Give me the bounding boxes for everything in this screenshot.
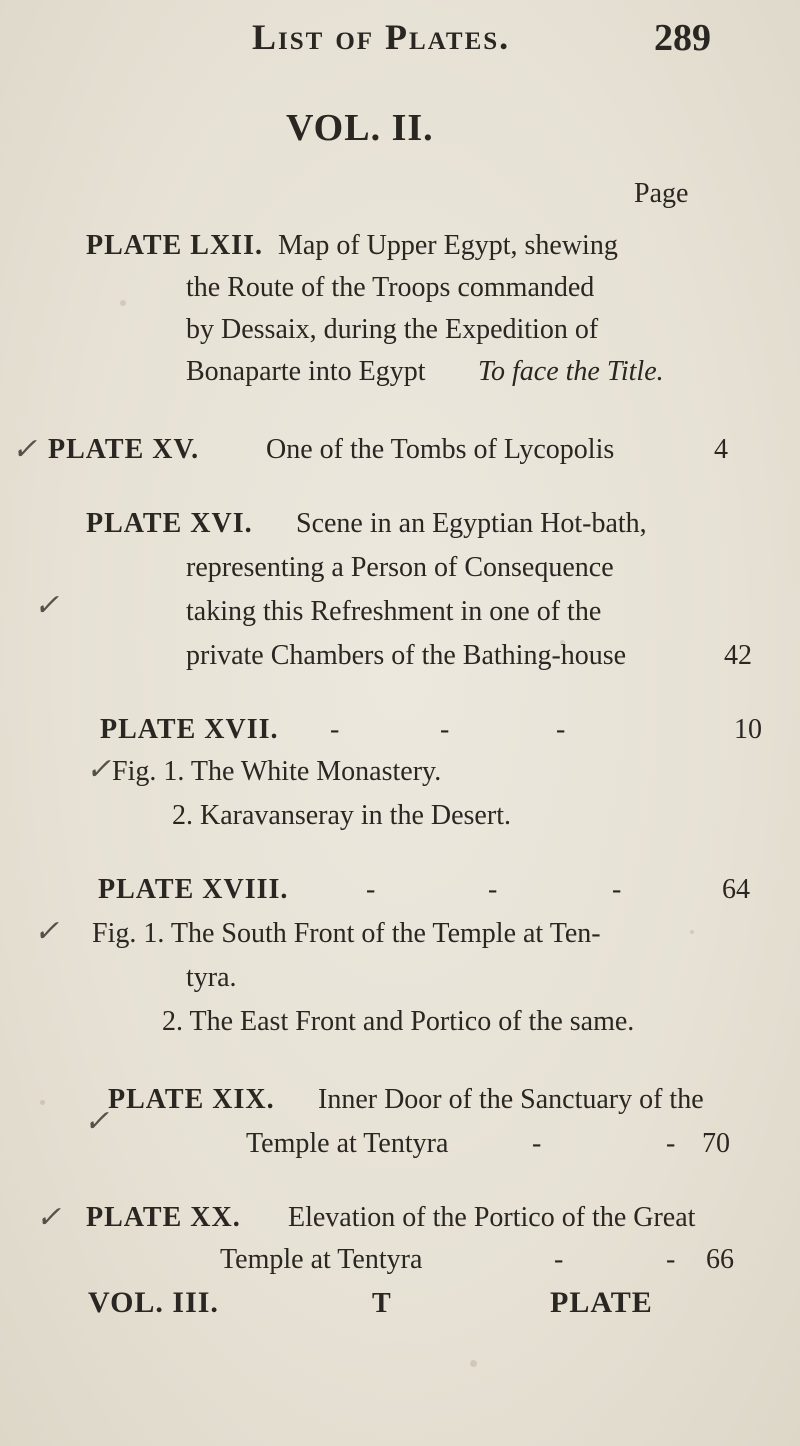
check-mark-icon: ✓ <box>86 753 112 786</box>
signature-mark: T <box>372 1288 391 1319</box>
entry-line: Scene in an Egyptian Hot-bath, <box>296 508 647 539</box>
footer-volume: VOL. III. <box>88 1286 219 1319</box>
check-mark-icon: ✓ <box>34 589 60 622</box>
leader-dash: - <box>440 714 450 745</box>
entry-line: 2. Karavanseray in the Desert. <box>172 800 511 831</box>
entry-line: tyra. <box>186 962 237 993</box>
check-mark-icon: ✓ <box>12 433 38 466</box>
leader-dash: - <box>366 874 376 905</box>
entry-line: Inner Door of the Sanctuary of the <box>318 1084 704 1115</box>
page-reference: 4 <box>714 434 728 465</box>
catchword: PLATE <box>550 1286 653 1319</box>
leader-dash: - <box>330 714 340 745</box>
leader-dash: - <box>556 714 566 745</box>
entry-line: One of the Tombs of Lycopolis <box>266 434 615 465</box>
plate-label: PLATE XVII. <box>100 714 279 745</box>
page-reference: To face the Title. <box>478 356 664 387</box>
header-title: List of Plates. <box>252 17 511 57</box>
page-reference: 64 <box>722 874 750 905</box>
plate-label: PLATE XVIII. <box>98 874 289 905</box>
entry-line: representing a Person of Consequence <box>186 552 614 583</box>
entry-line: Map of Upper Egypt, shewing <box>278 230 618 261</box>
page-reference: 10 <box>734 714 762 745</box>
leader-dash: - <box>666 1244 676 1275</box>
check-mark-icon: ✓ <box>34 915 60 948</box>
leader-dash: - <box>666 1128 676 1159</box>
page-reference: 66 <box>706 1244 734 1275</box>
entry-line: by Dessaix, during the Expedition of <box>186 314 599 345</box>
page-column-label: Page <box>634 178 689 209</box>
entry-line: Temple at Tentyra <box>246 1128 449 1159</box>
entry-line: Elevation of the Portico of the Great <box>288 1202 696 1233</box>
entry-line: the Route of the Troops commanded <box>186 272 595 303</box>
leader-dash: - <box>554 1244 564 1275</box>
plate-label: PLATE XIX. <box>108 1084 275 1115</box>
running-header <box>0 16 800 60</box>
entry-line: 2. The East Front and Portico of the same. <box>162 1006 635 1037</box>
volume-heading: VOL. II. <box>286 107 434 149</box>
check-mark-icon: ✓ <box>36 1201 62 1234</box>
page-reference: 42 <box>724 640 752 671</box>
entry-line: Fig. 1. The White Monastery. <box>112 756 442 787</box>
foxing-spot <box>120 300 126 306</box>
header-page-number: 289 <box>654 17 711 59</box>
check-mark-icon: ✓ <box>84 1105 110 1138</box>
plate-label: PLATE LXII. <box>86 230 263 261</box>
entry-line: taking this Refreshment in one of the <box>186 596 602 627</box>
foxing-spot <box>690 930 694 934</box>
foxing-spot <box>470 1360 477 1367</box>
page-reference: 70 <box>702 1128 730 1159</box>
plate-label: PLATE XVI. <box>86 508 253 539</box>
foxing-spot <box>40 1100 45 1105</box>
leader-dash: - <box>488 874 498 905</box>
plate-label: PLATE XV. <box>48 434 200 465</box>
entry-line: private Chambers of the Bathing-house <box>186 640 627 671</box>
plate-label: PLATE XX. <box>86 1202 241 1233</box>
entry-line: Fig. 1. The South Front of the Temple at Ten- <box>92 918 601 949</box>
leader-dash: - <box>532 1128 542 1159</box>
entry-line: Temple at Tentyra <box>220 1244 423 1275</box>
leader-dash: - <box>612 874 622 905</box>
entry-line: Bonaparte into Egypt <box>186 356 426 387</box>
